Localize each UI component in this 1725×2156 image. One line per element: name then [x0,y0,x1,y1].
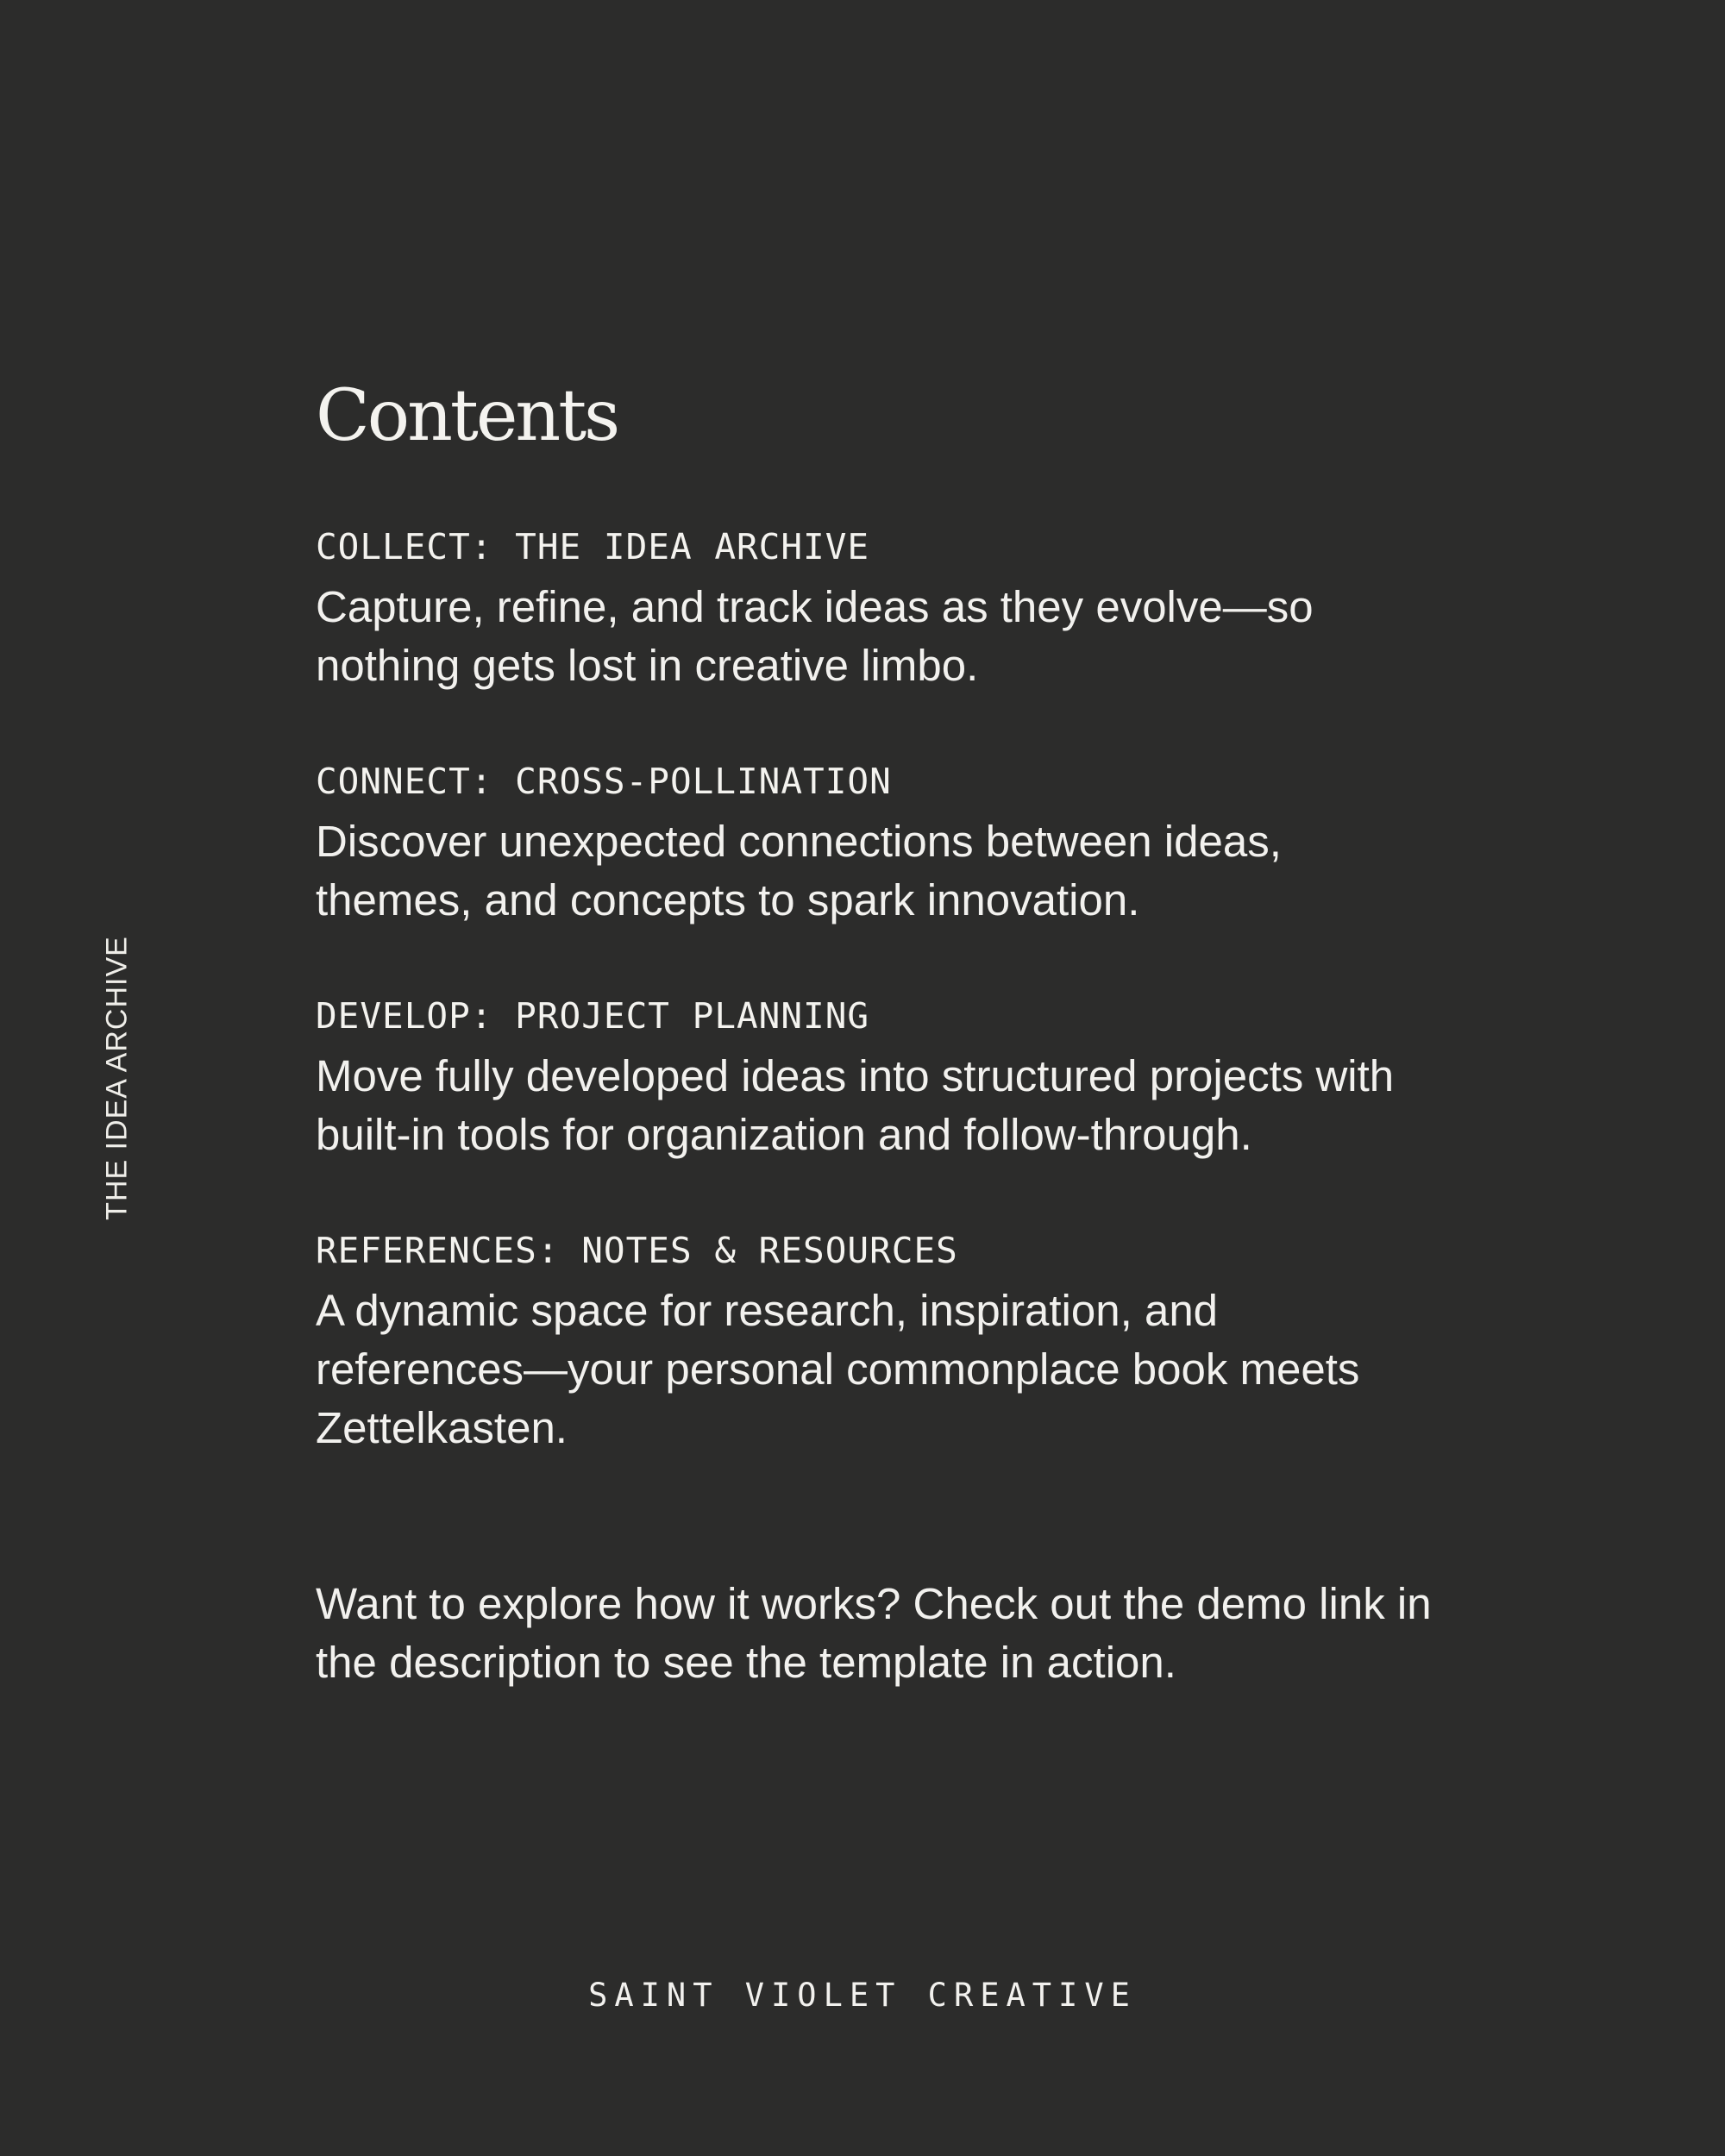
section-heading: DEVELOP: PROJECT PLANNING [316,995,870,1037]
section-develop [316,990,1437,1164]
page-title: Contents [316,375,618,457]
section-collect [316,521,1437,695]
section-description: A dynamic space for research, inspiration, and references—your personal commonplace book meets Zettelkasten. [316,1286,1360,1452]
section-heading: CONNECT: CROSS-POLLINATION [316,761,892,802]
footer-brand: SAINT VIOLET CREATIVE [588,1977,1137,2014]
closing-note: Want to explore how it works? Check out the demo link in the description to see the template in action. [316,1579,1432,1687]
section-description: Discover unexpected connections between ideas, themes, and concepts to spark innovation. [316,817,1282,924]
section-references [316,1225,1437,1457]
section-description: Move fully developed ideas into structured projects with built-in tools for organization and follow-through. [316,1051,1395,1159]
section-description: Capture, refine, and track ideas as they evolve—so nothing gets lost in creative limbo. [316,582,1314,690]
section-heading: REFERENCES: NOTES & RESOURCES [316,1230,958,1271]
side-label: THE IDEA ARCHIVE [100,936,134,1220]
section-heading: COLLECT: THE IDEA ARCHIVE [316,526,870,567]
contents-list [316,521,1437,1457]
section-connect [316,755,1437,930]
